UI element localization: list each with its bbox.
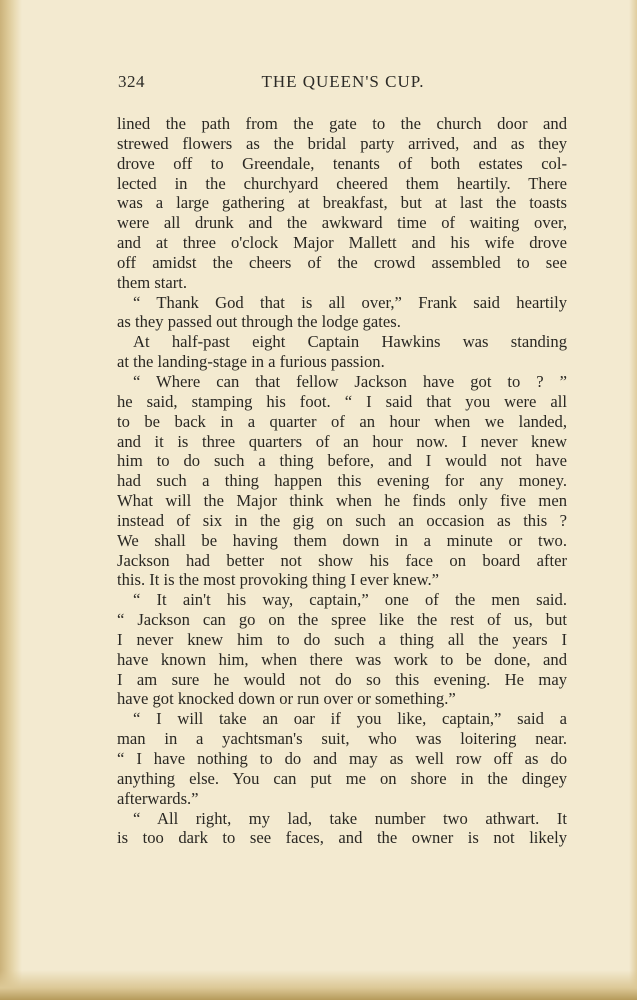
text-line: and at three o'clock Major Mallett and his wife drove <box>117 233 567 253</box>
running-title: THE QUEEN'S CUP. <box>261 72 425 91</box>
text-line: is too dark to see faces, and the owner is not likely <box>117 828 567 848</box>
text-line: drove off to Greendale, tenants of both estates col- <box>117 153 567 173</box>
text-line: were all drunk and the awkward time of waiting over, <box>117 213 567 233</box>
text-line: “ I will take an oar if you like, captain,” said a <box>133 709 567 729</box>
text-line: he said, stamping his foot. “ I said that you were all <box>117 391 567 411</box>
text-line: What will the Major think when he finds only five men <box>117 491 567 511</box>
text-line: lined the path from the gate to the church door and <box>117 114 567 133</box>
text-line: I am sure he would not do so this evening. He may <box>117 669 567 689</box>
text-line: was a large gathering at breakfast, but at last the toasts <box>117 193 567 213</box>
text-line: lected in the churchyard cheered them heartily. There <box>117 173 567 193</box>
text-line: them start. <box>117 272 188 292</box>
text-line: to be back in a quarter of an hour when we landed, <box>117 411 567 431</box>
page-edge-shadow <box>629 0 637 1000</box>
text-line: as they passed out through the lodge gates. <box>117 312 401 332</box>
page-gutter-shadow <box>0 0 22 1000</box>
text-line: at the landing-stage in a furious passion. <box>117 352 385 372</box>
text-line: “ Jackson can go on the spree like the rest of us, but <box>117 610 567 630</box>
text-line: “ It ain't his way, captain,” one of the men said. <box>133 590 567 610</box>
page-number: 324 <box>118 72 145 91</box>
text-line: afterwards.” <box>117 788 199 808</box>
text-line: “ Thank God that is all over,” Frank said heartily <box>133 292 567 312</box>
text-line: Jackson had better not show his face on board after <box>117 550 567 570</box>
text-line: “ Where can that fellow Jackson have got to ? ” <box>133 371 567 391</box>
text-line: instead of six in the gig on such an occasion as this ? <box>117 510 567 530</box>
text-line: “ All right, my lad, take number two athwart. It <box>133 808 567 828</box>
text-line: this. It is the most provoking thing I ever knew.” <box>117 570 439 590</box>
text-line: had such a thing happen this evening for any money. <box>117 471 567 491</box>
text-line: have known him, when there was work to be done, and <box>117 649 567 669</box>
text-line: have got knocked down or run over or something.” <box>117 689 456 709</box>
text-line: I never knew him to do such a thing all the years I <box>117 629 567 649</box>
body-text <box>117 114 567 848</box>
text-line: strewed flowers as the bridal party arrived, and as they <box>117 133 567 153</box>
text-line: We shall be having them down in a minute or two. <box>117 530 567 550</box>
text-line: “ I have nothing to do and may as well row off as do <box>117 749 567 768</box>
text-line: and it is three quarters of an hour now. I never knew <box>117 431 567 451</box>
text-line: man in a yachtsman's suit, who was loitering near. <box>117 729 567 749</box>
page-bottom-edge <box>0 970 637 1000</box>
text-line: him to do such a thing before, and I would not have <box>117 451 567 471</box>
text-line: anything else. You can put me on shore in the dingey <box>117 768 567 788</box>
text-line: At half-past eight Captain Hawkins was standing <box>133 332 567 352</box>
text-line: off amidst the cheers of the crowd assembled to see <box>117 252 567 272</box>
page-header <box>118 72 568 96</box>
